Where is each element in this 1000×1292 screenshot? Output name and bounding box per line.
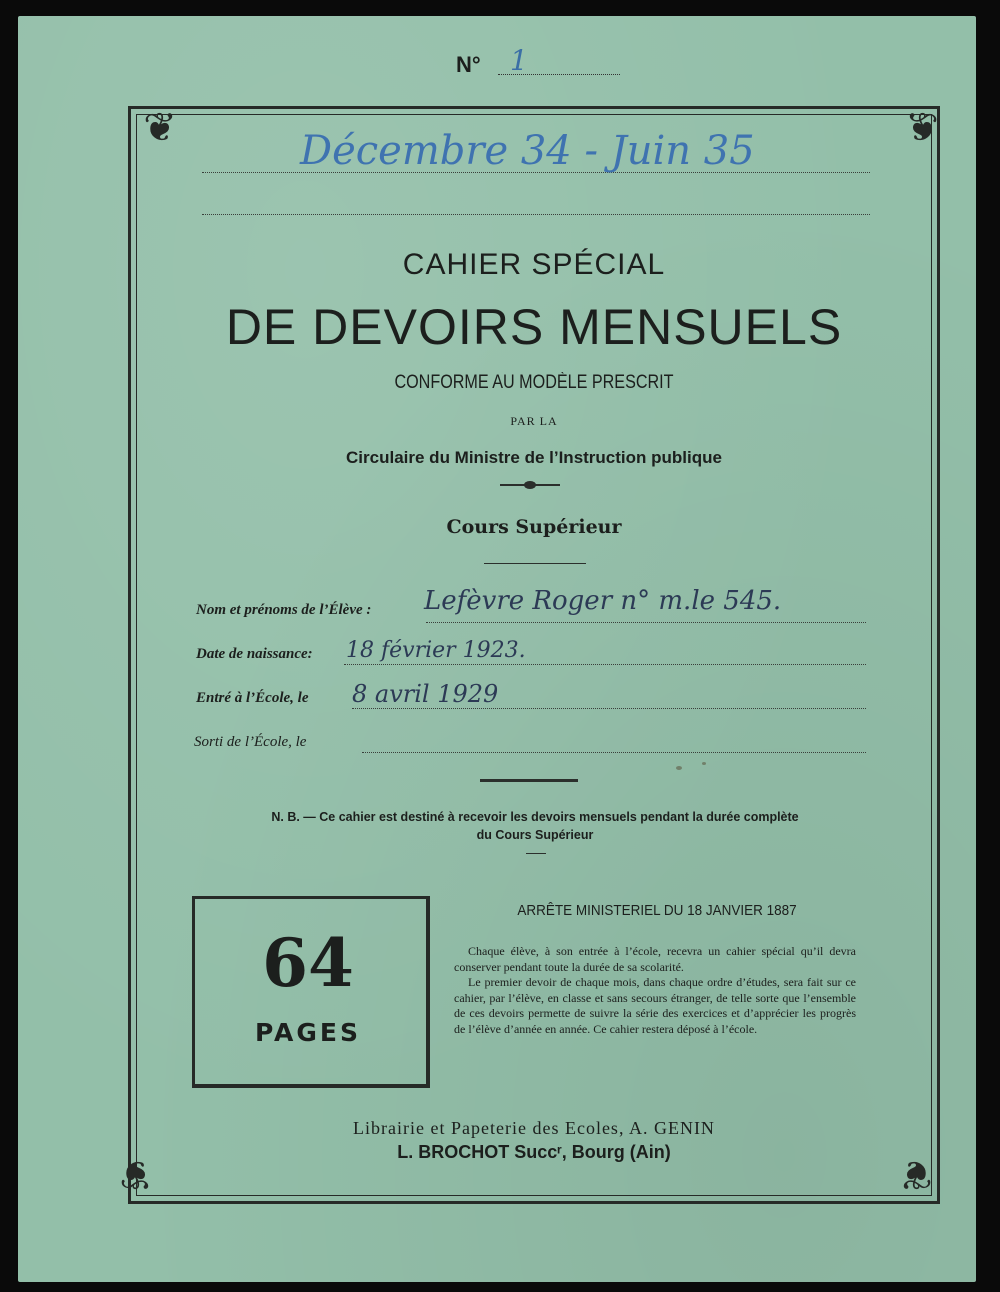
decree-title: ARRÊTE MINISTERIEL DU 18 JANVIER 1887 <box>517 902 797 919</box>
blank-dotted-line <box>202 214 870 215</box>
page-count-label: PAGES <box>255 1018 361 1047</box>
circulaire-line: Circulaire du Ministre de l’Instruction publique <box>346 448 722 467</box>
decree-paragraph-1: Chaque élève, à son entrée à l’école, recevra un cahier spécial qu’il devra conserver pendant toute la durée de sa scolarité. <box>454 944 856 974</box>
student-name-line <box>426 622 866 623</box>
decree-paragraph-2: Le premier devoir de chaque mois, dans chaque ordre d’études, sera fait sur ce cahier, par l’élève, en classe et sans secours étranger, de telle sorte que l’ensemble de ces devoirs permette de suivre la série des exercices et d’apprécier les progrès de l’élève d’année en année. Ce cahier restera déposé à l’école. <box>454 975 856 1036</box>
period-handwritten: Décembre 34 - Juin 35 <box>300 128 755 174</box>
small-divider <box>526 853 546 854</box>
notice-line-1: N. B. — Ce cahier est destiné à recevoir les devoirs mensuels pendant la durée complète <box>271 810 799 824</box>
number-label: N° <box>456 52 481 77</box>
title-line-2: DE DEVOIRS MENSUELS <box>225 299 843 355</box>
paper-stain <box>702 762 706 765</box>
notice <box>190 808 880 844</box>
divider-rule <box>484 563 586 564</box>
divider-rule-thick <box>480 779 578 782</box>
entry-date-line <box>352 708 866 709</box>
student-name-label: Nom et prénoms de l’Élève : <box>196 602 372 618</box>
exit-date-label: Sorti de l’École, le <box>194 734 307 750</box>
printer-line-1: Librairie et Papeterie des Ecoles, A. GENIN <box>353 1118 715 1138</box>
course-level: Cours Supérieur <box>446 516 622 538</box>
paper-stain <box>676 766 682 770</box>
printer-line-2: L. BROCHOT Succʳ, Bourg (Ain) <box>397 1142 671 1162</box>
corner-ornament-bottom-right-icon: ❦ <box>899 1151 933 1197</box>
ornament-divider-icon <box>500 484 560 486</box>
birth-date-value: 18 février 1923. <box>346 638 526 663</box>
birth-date-label: Date de naissance: <box>196 646 313 662</box>
entry-date-value: 8 avril 1929 <box>352 680 499 708</box>
page-count-number: 64 <box>262 924 354 1002</box>
number-handwritten: 1 <box>510 44 528 77</box>
par-la: PAR LA <box>510 414 558 428</box>
decree-text <box>454 944 856 1037</box>
notice-line-2: du Cours Supérieur <box>476 828 594 842</box>
subtitle: CONFORME AU MODÈLE PRESCRIT <box>394 372 674 393</box>
corner-ornament-top-left-icon: ❦ <box>143 105 177 151</box>
entry-date-label: Entré à l’École, le <box>196 690 309 706</box>
corner-ornament-top-right-icon: ❦ <box>905 105 939 151</box>
title-line-1: CAHIER SPÉCIAL <box>402 248 666 281</box>
birth-date-line <box>344 664 866 665</box>
exit-date-line <box>362 752 866 753</box>
student-name-value: Lefèvre Roger n° m.le 545. <box>424 586 782 616</box>
corner-ornament-bottom-left-icon: ❦ <box>119 1151 153 1197</box>
